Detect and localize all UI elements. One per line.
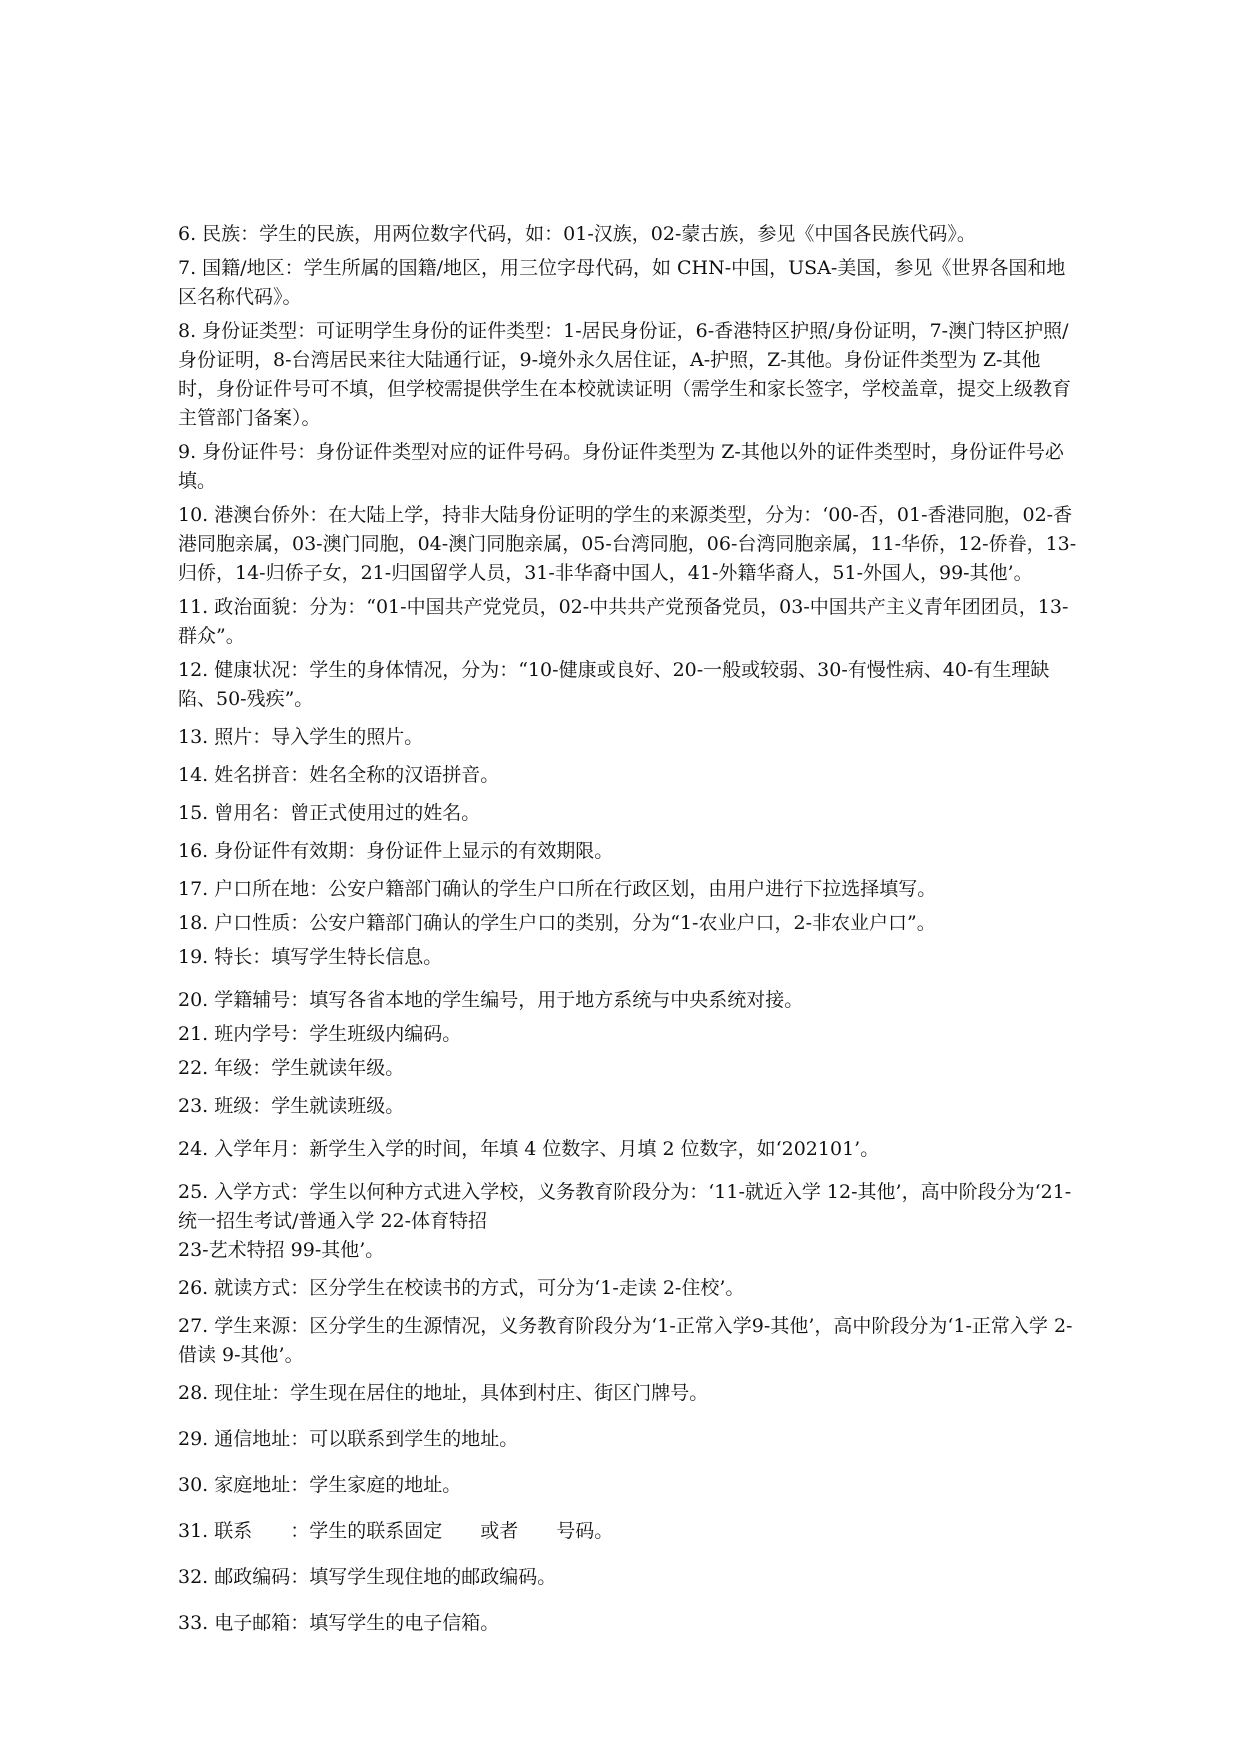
- item-33-email: 33. 电子邮箱：填写学生的电子信箱。: [178, 1612, 500, 1634]
- item-20-auxiliary-number: 20. 学籍辅号：填写各省本地的学生编号，用于地方系统与中央系统对接。: [178, 989, 804, 1011]
- item-23-class: 23. 班级：学生就读班级。: [178, 1095, 405, 1117]
- field-description-list: [178, 220, 1078, 1638]
- item-7-nationality: 7. 国籍/地区：学生所属的国籍/地区，用三位字母代码，如 CHN-中国，USA-美国，参见《世界各国和地区名称代码》。: [178, 257, 1066, 308]
- item-10-overseas-type: 10. 港澳台侨外：在大陆上学，持非大陆身份证明的学生的来源类型，分为：‘00-否，01-香港同胞，02-香港同胞亲属，03-澳门同胞，04-澳门同胞亲属，05-台湾同胞，06-台湾同胞亲属，11-华侨，12-侨眷，13-归侨，14-归侨子女，21-归国留学人员，31-非华裔中国人，41-外籍华裔人，51-外国人，99-其他’。: [178, 504, 1077, 584]
- item-22-grade: 22. 年级：学生就读年级。: [178, 1057, 405, 1079]
- item-25-enrollment-method: 25. 入学方式：学生以何种方式进入学校，义务教育阶段分为：‘11-就近入学 12-其他’，高中阶段分为‘21-统一招生考试/普通入学 22-体育特招 23-艺术特招 99-其他’。: [178, 1181, 1072, 1261]
- item-26-attendance-method: 26. 就读方式：区分学生在校读书的方式，可分为‘1-走读 2-住校’。: [178, 1277, 745, 1299]
- item-6-ethnicity: 6. 民族：学生的民族，用两位数字代码，如：01-汉族，02-蒙古族，参见《中国各民族代码》。: [178, 223, 976, 245]
- item-11-political-status: 11. 政治面貌：分为：“01-中国共产党党员，02-中共共产党预备党员，03-中国共产主义青年团团员，13-群众”。: [178, 596, 1069, 647]
- item-15-former-name: 15. 曾用名：曾正式使用过的姓名。: [178, 802, 481, 824]
- item-28-current-address: 28. 现住址：学生现在居住的地址，具体到村庄、街区门牌号。: [178, 1382, 709, 1404]
- item-18-household-type: 18. 户口性质：公安户籍部门确认的学生户口的类别，分为“1-农业户口，2-非农业户口”。: [178, 912, 936, 934]
- item-14-name-pinyin: 14. 姓名拼音：姓名全称的汉语拼音。: [178, 764, 500, 786]
- item-21-class-number: 21. 班内学号：学生班级内编码。: [178, 1023, 462, 1045]
- item-17-household-location: 17. 户口所在地：公安户籍部门确认的学生户口所在行政区划，由用户进行下拉选择填写。: [178, 878, 937, 900]
- item-29-mailing-address: 29. 通信地址：可以联系到学生的地址。: [178, 1428, 519, 1450]
- item-16-id-validity: 16. 身份证件有效期：身份证件上显示的有效期限。: [178, 840, 614, 862]
- item-12-health-status: 12. 健康状况：学生的身体情况，分为：“10-健康或良好、20-一般或较弱、30-有慢性病、40-有生理缺陷、50-残疾”。: [178, 659, 1050, 710]
- item-27-student-source: 27. 学生来源：区分学生的生源情况，义务教育阶段分为‘1-正常入学9-其他’，高中阶段分为‘1-正常入学 2-借读 9-其他’。: [178, 1315, 1073, 1366]
- item-30-home-address: 30. 家庭地址：学生家庭的地址。: [178, 1474, 462, 1496]
- item-19-specialty: 19. 特长：填写学生特长信息。: [178, 946, 443, 968]
- item-32-postal-code: 32. 邮政编码：填写学生现住地的邮政编码。: [178, 1566, 557, 1588]
- item-31-contact-phone: 31. 联系 ：学生的联系固定 或者 号码。: [178, 1520, 614, 1542]
- item-24-enrollment-date: 24. 入学年月：新学生入学的时间，年填 4 位数字、月填 2 位数字，如‘202101’。: [178, 1138, 880, 1160]
- item-13-photo: 13. 照片：导入学生的照片。: [178, 726, 424, 748]
- item-9-id-number: 9. 身份证件号：身份证件类型对应的证件号码。身份证件类型为 Z-其他以外的证件类型时，身份证件号必填。: [178, 441, 1064, 492]
- item-8-id-type: 8. 身份证类型：可证明学生身份的证件类型：1-居民身份证，6-香港特区护照/身份证明，7-澳门特区护照/身份证明，8-台湾居民来往大陆通行证，9-境外永久居住证，A-护照，Z-其他。身份证件类型为 Z-其他时，身份证件号可不填，但学校需提供学生在本校就读证明（需学生和家长签字，学校盖章，提交上级教育主管部门备案）。: [178, 320, 1072, 429]
